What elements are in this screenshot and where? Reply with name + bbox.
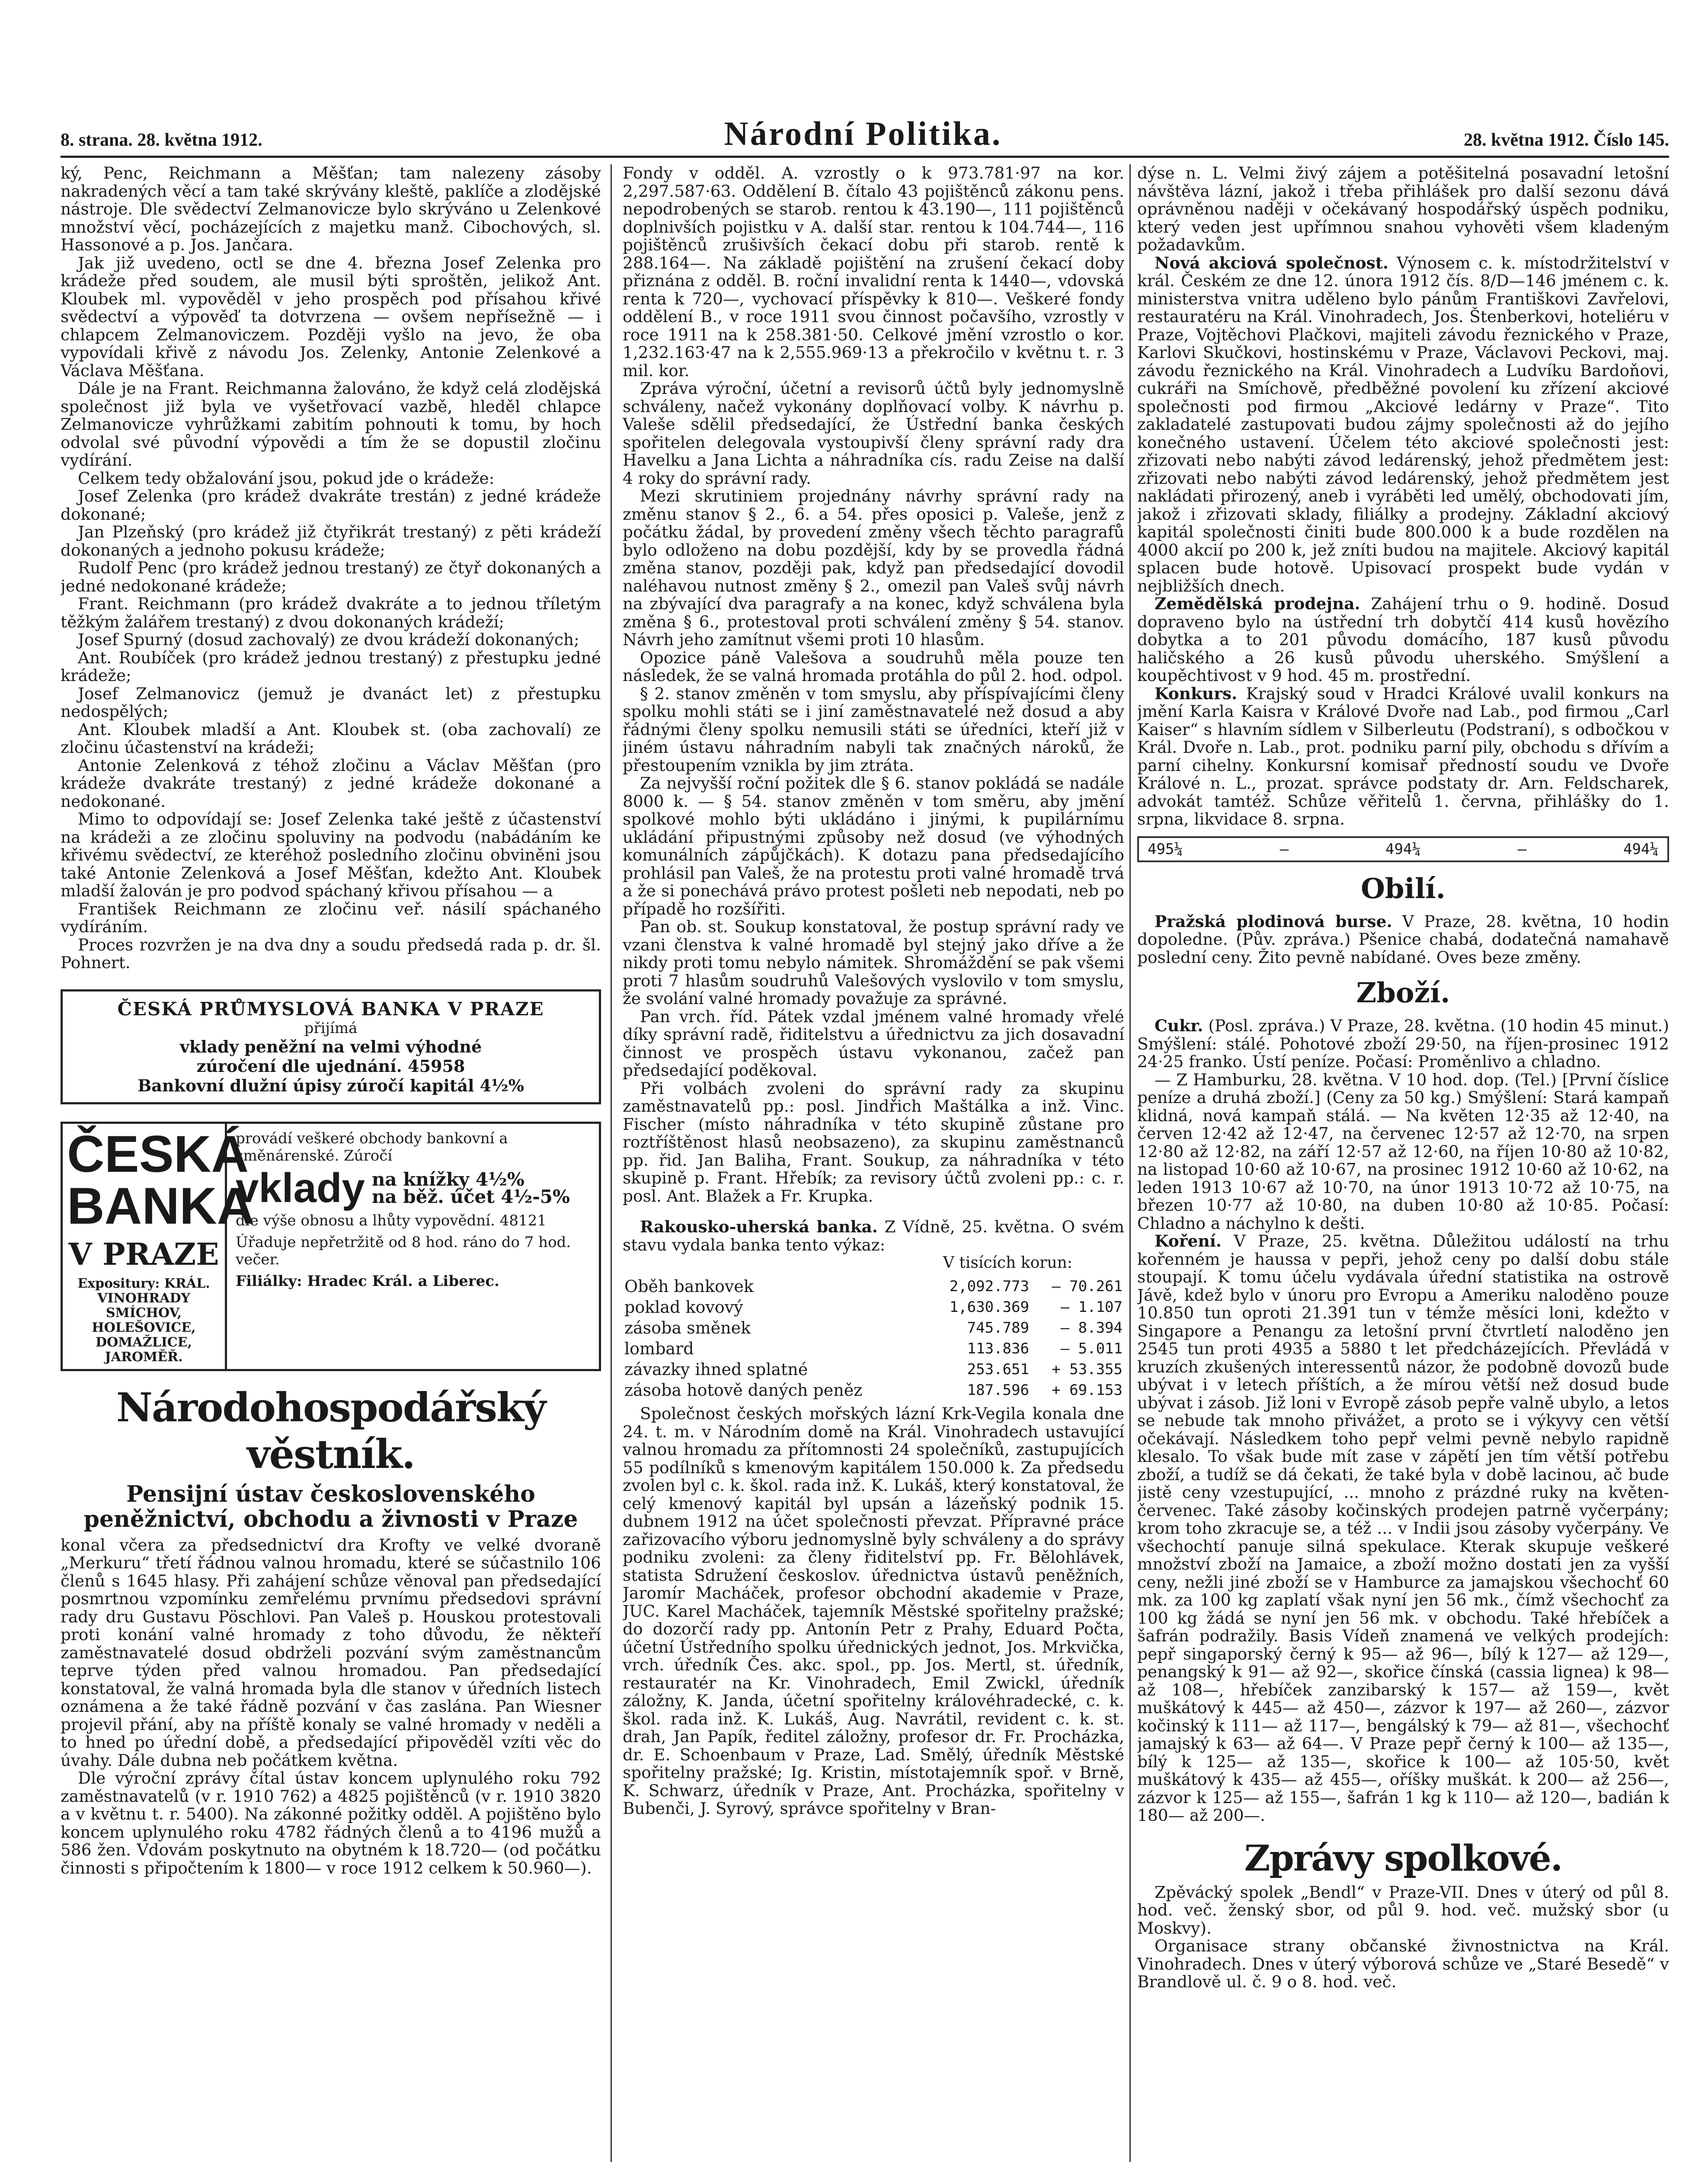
paragraph: Pan ob. st. Soukup konstatoval, že postup správní rady ve vzani členstva k valné hromadě byl stejný jako dříve a že nikdy proti tomu nebylo námitek. Shromáždění se pak všemi proti 7 hlasům soudruhů Valešových vyslovilo v tom smyslu, že svolání valné hromady považuje za správné. <box>623 917 1124 1008</box>
ad-text: Úřaduje nepřetržitě od 8 hod. ráno do 7 hod. večer. <box>236 1233 571 1268</box>
paragraph: Fondy v odděl. A. vzrostly o k 973.781·97 na kor. 2,297.587·63. Oddělení B. čítalo 43 pojištěnců zákonu pens. nepodrobených se starob. rentou k 43.190—, 111 pojištěnců doplnivších pojistku v A. další star. rentou k 104.744—, 116 pojištěnců zrušivších čekací dobu při starob. rentě k 288.164—. Na základě pojištění na zrušení čekací doby přiznána z odděl. B. roční invalidní renta k 1440—, vdovská renta k 720—, vychovací příspěvky k 810—. Veškeré fondy oddělení B., v roce 1911 svou činnost počavšího, vzrostly v roce 1911 na k 258.381·50. Celkové jmění vzrostlo o kor. 1,232.163·47 na k 2,555.969·13 a překročilo v květnu t. r. 3 mil. kor. <box>623 164 1124 380</box>
ad-info <box>227 1124 599 1369</box>
section-title-zbozi: Zboží. <box>1356 977 1450 1009</box>
table-cell-value: + 53.355 <box>1052 1361 1123 1378</box>
market-quote-box <box>1137 836 1669 862</box>
ad-text: přijímá <box>304 1019 358 1037</box>
table-row <box>623 1338 1124 1359</box>
ad-brand-line: BANKA <box>67 1177 255 1235</box>
ad-text: Bankovní dlužní úpisy zúročí kapitál 4½% <box>138 1075 524 1095</box>
paragraph: Ant. Roubíček (pro krádež jednou trestaný) z přestupku jedné krádeže; <box>61 648 601 685</box>
paragraph: Celkem tedy obžalování jsou, pokud jde o krádeže: <box>78 468 495 488</box>
ad-rate: na knížky 4½% <box>371 1168 525 1190</box>
article-title: Konkurs. <box>1155 684 1238 703</box>
paragraph-text: Výnosem c. k. místodržitelství v král. Českém ze dne 12. února 1912 čís. 8/D—146 jménem c. k. ministerstva vnitra uděleno bylo pánům Františkovi Zavřelovi, restauratéru na Král. Vinohradech, Jos. Štenberkovi, hoteliéru v Praze, Vojtěchovi Plačkovi, majiteli závodu řeznického v Praze, Karlovi Skučkovi, hostinskému v Praze, Václavovi Peckovi, maj. závodu řeznického na Král. Vinohradech a Ludvíku Bardoňovi, cukráři na Smíchově, předběžné povolení ku zřízení akciové společnosti pod firmou „Akciové ledárny v Praze“. Tito zakladatelé zastupovati budou zájmy společnosti až do jejího konečného ustavení. Účelem této akciové společnosti jest: zřizovati nebo nabýti závod ledárenský, jehož předmětem jest: zřizovati nebo nabýti závod ledárenský, jehož předmětem jest nakládati přirozený, aneb i vyráběti led umělý, obchodovati jím, jakož i zřizovati sklady, filiálky a prodejny. Základní akciový kapitál společnosti činiti bude 800.000 k a bude rozdělen na 4000 akcií po 200 k, jež zníti budou na majitele. Akciový kapitál splacen bude hotově. Upisovací prospekt bude vydán v nejbližších dnech. <box>1137 253 1669 595</box>
ad-brand-line: ČESKÁ <box>67 1125 249 1183</box>
article-title: Koření. <box>1155 1231 1222 1251</box>
header-left: 8. strana. 28. května 1912. <box>61 130 262 150</box>
paragraph: Zpráva výroční, účetní a revisorů účtů byly jednomyslně schváleny, načež vykonány doplňovací volby. K návrhu p. Valeše sdělil předsedající, že Ústřední banka českých spořitelen delegovala vystoupivší členy správní rady dra Havelku a Jana Lichta a náhradníka cís. radu Zeise na další 4 roky do správní rady. <box>623 379 1124 488</box>
table-cell-value: — 70.261 <box>1052 1278 1123 1295</box>
article-title: Rakousko-uherská banka. <box>640 1217 878 1236</box>
ad-text: dle výše obnosu a lhůty vypovědní. 48121 <box>236 1212 547 1229</box>
paragraph: František Reichmann ze zločinu veř. násilí spáchaného vydíráním. <box>61 899 601 936</box>
quote-cell: 495¼ <box>1148 840 1183 858</box>
table-unit: V tisících korun: <box>943 1254 1072 1272</box>
paragraph-text: V Praze, 28. května, 10 hodin dopoledne. (Pův. zpráva.) Pšenice chabá, dodatečná namahavě poslední ceny. Žito pevně nabídané. Oves beze změny. <box>1137 911 1669 967</box>
article-title: Cukr. <box>1155 1016 1203 1035</box>
quote-cell: — <box>1517 840 1527 858</box>
table-cell-value: — 1.107 <box>1060 1298 1123 1316</box>
ad-text: Filiálky: Hradec Král. a Liberec. <box>236 1272 499 1290</box>
quote-cell: — <box>1279 840 1289 858</box>
paragraph: Opozice páně Valešova a soudruhů měla pouze ten následek, že se valná hromada protáhla do půl 2. hod. odpol. <box>623 648 1124 685</box>
table-cell-value: + 69.153 <box>1052 1382 1123 1399</box>
ad-expositury: Expositury: KRÁL. VINOHRADY SMÍCHOV, HOLEŠOVICE, DOMAŽLICE, JAROMĚŘ. <box>77 1276 210 1365</box>
paragraph: Organisace strany občanské živnostnictva na Král. Vinohradech. Dnes v úterý výborová schůze ve „Staré Besedě“ v Brandlově ul. č. 9 o 8. hod. več. <box>1137 1936 1669 1991</box>
paragraph: — Z Hamburku, 28. května. V 10 hod. dop. (Tel.) [První číslice peníze a druhá zboží.] (Ceny za 50 kg.) Smýšlení: Stará kampaň klidná, nová kampaň stálá. — Na květen 12·35 až 12·40, na červen 12·42 až 12·47, na červenec 12·57 až 12·70, na srpen 12·80 až 12·82, na září 12·57 až 12·60, na říjen 10·80 až 10·82, na listopad 10·60 až 10·67, na prosinec 1912 10·60 až 10·62, na leden 1913 10·67 až 10·70, na únor 1913 10·72 až 10·75, na březen 10·77 až 10·80, na duben 10·80 až 10·85. Počasí: Chladno a náchylno k dešti. <box>1137 1070 1669 1233</box>
paragraph-text: Krajský soud v Hradci Králové uvalil konkurs na jmění Karla Kaisra v Králové Dvoře nad Lab., pod firmou „Carl Kaiser“ s hlavním sídlem v Silberleutu (Podstraní), s odbočkou v Král. Dvoře n. Lab., prot. podniku parní pily, obchodu s dřívím a parní cihelny. Konkursní komisař předností soudu ve Dvoře Králové n. L., prozat. správce podstaty dr. Arn. Feldscharek, advokát tamtéž. Schůze věřitelů 1. června, přihlášky do 1. srpna, likvidace 8. srpna. <box>1137 684 1669 828</box>
paragraph: Při volbách zvoleni do správní rady za skupinu zaměstnavatelů pp.: posl. Jindřich Maštálka a inž. Vinc. Fischer (místo náhradníka v této skupině zůstane pro roztříštěnost hlasů neobsazeno), za skupinu zaměstnanců pp. řid. Jan Baliha, Frant. Soukup, za náhradníka v této skupině p. Frant. Hřebík; za revisory účtů zvoleni pp.: c. r. posl. Ant. Blažek a Fr. Krupka. <box>623 1078 1124 1206</box>
table-cell-value: — 8.394 <box>1060 1319 1123 1337</box>
table-cell-label: lombard <box>624 1339 694 1358</box>
ad-rate: na běž. účet 4½-5% <box>371 1186 570 1207</box>
paragraph-text: V Praze, 25. května. Důležitou událostí na trhu kořenném je haussa v pepři, jehož ceny po další dobu stále stoupají. K tomu účelu vydávala úřední statistika na ostrově Jávě, kdež bylo v únoru pro Evropu a Ameriku naloděno pouze 10.850 tun oproti 21.391 tun v témže měsíci loni, kdežto v Singapore a Penangu za letošní první čtvrtletí naloděno jen 2545 tun proti 4935 a 5880 t let předcházejících. Převládá v kruzích zkušených interessentů názor, že podobně dovozů bude ubývat i v letech příštích, a že mírou větší než dosud bude ubývat i zásob. Již loni v Evropě zásob pepře valně ubylo, a letos se nebude tak mnoho přivážet, a proto se i výkyvy cen větší očekávají. Následkem toho pepř velmi pevně nebylo rapidně klesalo. To však bude mít zase v zápětí jen tím větší potřebu zboží, a tudíž se dá čekati, že také byla v době lacinou, ač bude jistě ceny vzestupující, ... mnoho z prázdné ruky na květen-červenec. Také zásoby kočinských prodejen patrně vyčerpány; krom toho zkracuje se, a též ... v Indii jsou zásoby vyčerpány. Ve všechochtí panuje silná spekulace. Kterak skupuje veškeré množství zboží na Jamaice, a zboží možno dostati jen za vyšší ceny, nežli jiné zboží se v Hamburce za jamajskou všechochť 60 mk. za 100 kg zaplatí však nyní jen 56 mk., čímž všechochť za 100 kg žádá se nyní jen 56 mk. v obchodu. Také hřebíček a šafrán podražily. Basis Vídeň znamená ve velkých prodejích: pepř singaporský černý k 95— až 96—, bílý k 127— až 129—, penangský k 91— až 92—, skořice čínská (cassia lignea) k 98— až 108—, hřebíček zanzibarský k 157— až 159—, květ muškátový k 445— až 450—, zázvor k 197— až 260—, zázvor kočinský k 111— až 117—, bengálský k 79— až 81—, všechochť jamajský k 63— až 64—. V Praze pepř černý k 100— až 135—, bílý k 125— až 135—, skořice k 100— až 105·50, květ muškátový k 435— až 455—, oříšky muškát. k 200— až 256—, zázvor k 125— až 155—, šafrán 1 kg k 110— až 120—, badián k 180— až 200—. <box>1137 1231 1669 1825</box>
bank-statement-table <box>623 1276 1124 1401</box>
paragraph: Frant. Reichmann (pro krádež dvakráte a to jednou tříletým těžkým žalářem trestaný) z dvou dokonaných krádeží; <box>61 594 601 631</box>
paragraph: Rudolf Penc (pro krádež jednou trestaný) ze čtyř dokonaných a jedné nedokonané krádeže; <box>61 558 601 595</box>
paragraph: Pan vrch. říd. Pátek vzdal jménem valné hromady vřelé díky správní radě, řiditelstvu a úřednictvu za jich dosavadní činnost ve prospěch ústavu vykonanou, začež pan předsedající poděkoval. <box>623 1007 1124 1080</box>
quote-cell: 494¼ <box>1385 840 1421 858</box>
paragraph: § 2. stanov změněn v tom smyslu, aby příspívajícími členy spolku mohli státi se i jiní zaměstnavatelé než dosud a aby řádnými členy spolku nemusili státi se úředníci, kteří již v jiném ústavu náhradním nabyli tak značných nároků, že přestoupením vznikla by jim ztráta. <box>623 684 1124 775</box>
table-cell-value: 1,630.369 <box>949 1298 1029 1316</box>
paragraph: dýse n. L. Velmi živý zájem a potěšitelná posavadní letošní návštěva lázní, jakož i třeba přihlášek pro další sezonu dává oprávněnou naději v očekávaný hospodářský úspěch podniku, který veden jest upřímnou snahou vyhověti všem kladeným požadavkům. <box>1137 164 1669 254</box>
section-title-spolky: Zprávy spolkové. <box>1244 1837 1562 1879</box>
table-cell-value: 187.596 <box>967 1382 1029 1399</box>
table-cell-label: poklad kovový <box>624 1298 743 1317</box>
paragraph-text: (Posl. zpráva.) V Praze, 28. května. (10 hodin 45 minut.) Smýšlení: stálé. Pohotové zboží 29·50, na říjen-prosinec 1912 24·25 franko. Ústí peníze. Počasí: Proměnlivo a chladno. <box>1137 1016 1669 1071</box>
paragraph: Jak již uvedeno, octl se dne 4. března Josef Zelenka pro krádeže před soudem, ale musil býti sproštěn, jelikož Ant. Kloubek ml. vypověděl v jeho prospěch pod přísahou křivé svědectví a výpověď ta dotvrzena — ovšem nepřísežně — i chlapcem Zelmanoviczem. Později vyšlo na jevo, že oba vypovídali křivě z návodu Jos. Zelenky, Antonie Zelenkové a Václava Měšťana. <box>61 253 601 380</box>
paragraph: ký, Penc, Reichmann a Měšťan; tam nalezeny zásoby nakradených věcí a tam také skrývány kleště, paklíče a zlodějské nástroje. Dle svědectví Zelmanovicze bylo skrýváno u Zelenkové množství věcí, pocházejících z majetku manž. Cibochových, sl. Hassonové a p. Jos. Jančara. <box>61 164 601 254</box>
advertisement-ceska-banka <box>61 1122 601 1371</box>
section-title-vestnik: Národohospodářský věstník. <box>116 1384 546 1478</box>
paragraph: Josef Zelmanovicz (jemuž je dvanáct let) z přestupku nedospělých; <box>61 684 601 721</box>
table-cell-value: 2,092.773 <box>949 1278 1029 1295</box>
ad-text: provádí veškeré obchody bankovní a směnárenské. Zúročí <box>236 1129 508 1164</box>
table-row <box>623 1380 1124 1401</box>
table-row <box>623 1318 1124 1338</box>
paragraph: Proces rozvržen je na dva dny a soudu předsedá rada p. dr. šl. Pohnert. <box>61 935 601 972</box>
table-cell-value: 253.651 <box>967 1361 1029 1378</box>
ad-text: vklady peněžní na velmi výhodné <box>179 1036 482 1056</box>
table-cell-label: zásoba směnek <box>624 1318 751 1337</box>
table-cell-value: 113.836 <box>967 1340 1029 1357</box>
table-cell-value: 745.789 <box>967 1319 1029 1337</box>
ad-vklady: vklady <box>236 1164 365 1211</box>
table-row <box>623 1359 1124 1380</box>
paragraph: Jan Plzeňský (pro krádež již čtyřikrát trestaný) z pěti krádeží dokonaných a jednoho pokusu krádeže; <box>61 522 601 560</box>
header-right: 28. května 1912. Číslo 145. <box>1464 130 1669 150</box>
ad-title: ČESKÁ PRŮMYSLOVÁ BANKA V PRAZE <box>117 998 544 1020</box>
paragraph: Josef Zelenka (pro krádež dvakráte trestán) z jedné krádeže dokonané; <box>61 486 601 524</box>
paragraph: Za nejvyšší roční požitek dle § 6. stanov pokládá se nadále 8000 k. — § 54. stanov změněn v tom směru, aby jmění spolkové mohlo býti ukládáno i jinými, k pupilárnímu ukládání připustnými způsoby než dosud (ve výhodných komunálních zápůjčkách). K dotazu pana předsedajícího prohlásil pan Valeš, že na protestu proti valné hromadě trvá a že si ponechává právo protest pošleti neb nepodati, neb po případě ho rozšířiti. <box>623 774 1124 918</box>
article-title: Zemědělská prodejna. <box>1155 594 1360 613</box>
paragraph: Zpěvácký spolek „Bendl“ v Praze-VII. Dnes v úterý od půl 8. hod. več. ženský sbor, od půl 9. hod. več. mužský sbor (u Moskvy). <box>1137 1882 1669 1938</box>
column-2 <box>623 164 1124 2162</box>
section-title-obili: Obilí. <box>1361 872 1446 905</box>
ad-brand <box>63 1124 255 1369</box>
table-row <box>623 1276 1124 1297</box>
table-cell-label: zásoba hotově daných peněz <box>624 1381 863 1400</box>
table-cell-value: — 5.011 <box>1060 1340 1123 1357</box>
page-header <box>61 108 1669 158</box>
advertisement-prumyslova-banka <box>61 989 601 1104</box>
paragraph-text: Z Vídně, 25. května. O svém stavu vydala banka tento výkaz: <box>623 1217 1124 1254</box>
paragraph: Ant. Kloubek mladší a Ant. Kloubek st. (oba zachovalí) ze zločinu účastenství na krádeži; <box>61 720 601 757</box>
paragraph: Josef Spurný (dosud zachovalý) ze dvou krádeží dokonaných; <box>78 630 579 649</box>
article-title: Pražská plodinová burse. <box>1155 911 1392 931</box>
paragraph: Mimo to odpovídají se: Josef Zelenka také ještě z účastenství na krádeži a ze zločinu spoluviny na podvodu (nabádáním ke křivému svědectví, ze kteréhož posledního zločinu obviněni jsou také Antonie Zelenková a Josef Měšťan, kdežto Ant. Kloubek mladší žalován je pro podvod spáchaný křivou přísahou — a <box>61 809 601 900</box>
paragraph: Mezi skrutiniem projednány návrhy správní rady na změnu stanov § 2., 6. a 54. přes oposici p. Valeše, jenž z počátku žádal, by provedení změny všech těchto paragrafů bylo odloženo na dobu pozdější, kdy by se provedla řádná změna stanov, později pak, když pan předsedající dovodil naléhavou nutnost změny § 2., omezil pan Valeš svůj návrh na zbývající dva paragrafy a na konec, když schválena byla změna § 6., protestoval proti schválení změny § 54. stanov. Návrh jeho zamítnut všemi proti 10 hlasům. <box>623 486 1124 649</box>
table-row <box>623 1297 1124 1318</box>
article-title: Pensijní ústav československého peněžnictví, obchodu a živnosti v Praze <box>83 1481 578 1532</box>
masthead: Národní Politika. <box>724 115 1002 152</box>
paragraph: Dále je na Frant. Reichmanna žalováno, že když celá zlodějská společnost již byla ve vyšetřovací vazbě, hleděl chlapce Zelmanovicze vyhrůžkami zabitím pohnouti k tomu, by hoch odvolal své původní výpovědi a tím že se dopustil zločinu vydírání. <box>61 379 601 470</box>
quote-cell: 494¼ <box>1623 840 1659 858</box>
column-divider <box>611 164 612 2162</box>
ad-text: zúročení dle ujednání. 45958 <box>196 1056 465 1076</box>
paragraph: Dle výroční zprávy čítal ústav koncem uplynulého roku 792 zaměstnavatelů (v r. 1910 762) a 4825 pojištěnců (v r. 1910 3820 a v květnu t. r. 5400). Na zákonné požitky odděl. A pojištěno bylo koncem uplynulého roku 4782 řádných členů a to 4196 mužů a 586 žen. Vdovám poskytnuto na obytném k 18.720— (od počátku činnosti s připočtením k 1800— v roce 1912 celkem k 50.960—). <box>61 1769 601 1877</box>
paragraph: konal včera za předsednictví dra Krofty ve velké dvoraně „Merkuru“ třetí řádnou valnou hromadu, které se súčastnilo 106 členů s 1645 hlasy. Při zahájení schůze věnoval pan předsedající posmrtnou vzpomínku zemřelému prvnímu předsedovi správní rady dru Gustavu Pöschlovi. Pan Valeš p. Houskou protestovali proti konání valné hromady z toho důvodu, že někteří zaměstnavatelé dosud obdrželi pozvání svým zaměstnancům teprve týden před valnou hromadou. Pan předsedající konstatoval, že valná hromada byla dle stanov v úředních listech oznámena a že také řádně pozvání v čas zaslána. Pan Wiesner projevil přání, aby na příště konaly se valné hromady v neděli a to hned po úřední době, a předsedající připověděl vzíti věc do úvahy. Dále dubna neb počátkem května. <box>61 1535 601 1770</box>
paragraph-text: Zahájení trhu o 9. hodině. Dosud dopraveno bylo na ústřední trh dobytčí 414 kusů hovězího dobytka a to 201 původu domácího, 187 kusů původu haličského a 26 kusů původu uherského. Smýšlení a koupěchtivost v 9 hod. 45 m. prostřední. <box>1137 594 1669 685</box>
paragraph: Antonie Zelenková z téhož zločinu a Václav Měšťan (pro krádeže dvakráte trestaný) z jedné krádeže dokonané a nedokonané. <box>61 755 601 811</box>
column-1 <box>61 164 601 2162</box>
column-divider <box>1129 164 1131 2162</box>
column-3 <box>1137 164 1669 2162</box>
ad-brand-city: V PRAZE <box>68 1236 219 1272</box>
article-title: Nová akciová společnost. <box>1155 253 1389 272</box>
table-cell-label: Oběh bankovek <box>624 1277 754 1296</box>
paragraph: Společnost českých mořských lázní Krk-Vegila konala dne 24. t. m. v Národním domě na Král. Vinohradech ustavující valnou hromadu za přítomnosti 24 společníků, zastupujících 55 podílníků s kmenovým kapitálem 150.000 k. Za předsedu zvolen byl c. k. škol. rada inž. K. Lukáš, který konstatoval, že celý kmenový kapitál byl upsán a lázeňský podnik 15. dubnem 1912 na účet společnosti převzat. Přípravné práce zařizovacího výboru jednomyslně byly schváleny a do správy podniku zvoleni: za členy řiditelství pp. Fr. Bělohlávek, statista Sdružení českoslov. úřednictva ústavů peněžních, Jaromír Macháček, profesor obchodní akademie v Praze, JUC. Karel Macháček, tajemník Městské spořitelny pražské; do dozorčí rady pp. Antonín Petr z Prahy, Eduard Počta, účetní Ústředního spolku úřednických jednot, Jos. Mrkvička, vrch. úředník Čes. akc. spol., pp. Jos. Mertl, st. úředník, restauratér na Kr. Vinohradech, Emil Zwickl, úředník záložny, K. Janda, účetní spořitelny královéhradecké, c. k. škol. rada inž. K. Lukáš, Aug. Navrátil, revident c. k. st. drah, Jan Papík, ředitel záložny, profesor dr. Fr. Procházka, dr. E. Schoenbaum v Praze, Lad. Smělý, úředník Městské spořitelny pražské; Ig. Kristin, místotajemník spoř. v Brně, K. Schwarz, úředník v Praze, Ant. Procházka, spořitelny v Bubenči, J. Syrový, správce spořitelny v Bran- <box>623 1404 1124 1818</box>
table-cell-label: závazky ihned splatné <box>624 1360 808 1379</box>
